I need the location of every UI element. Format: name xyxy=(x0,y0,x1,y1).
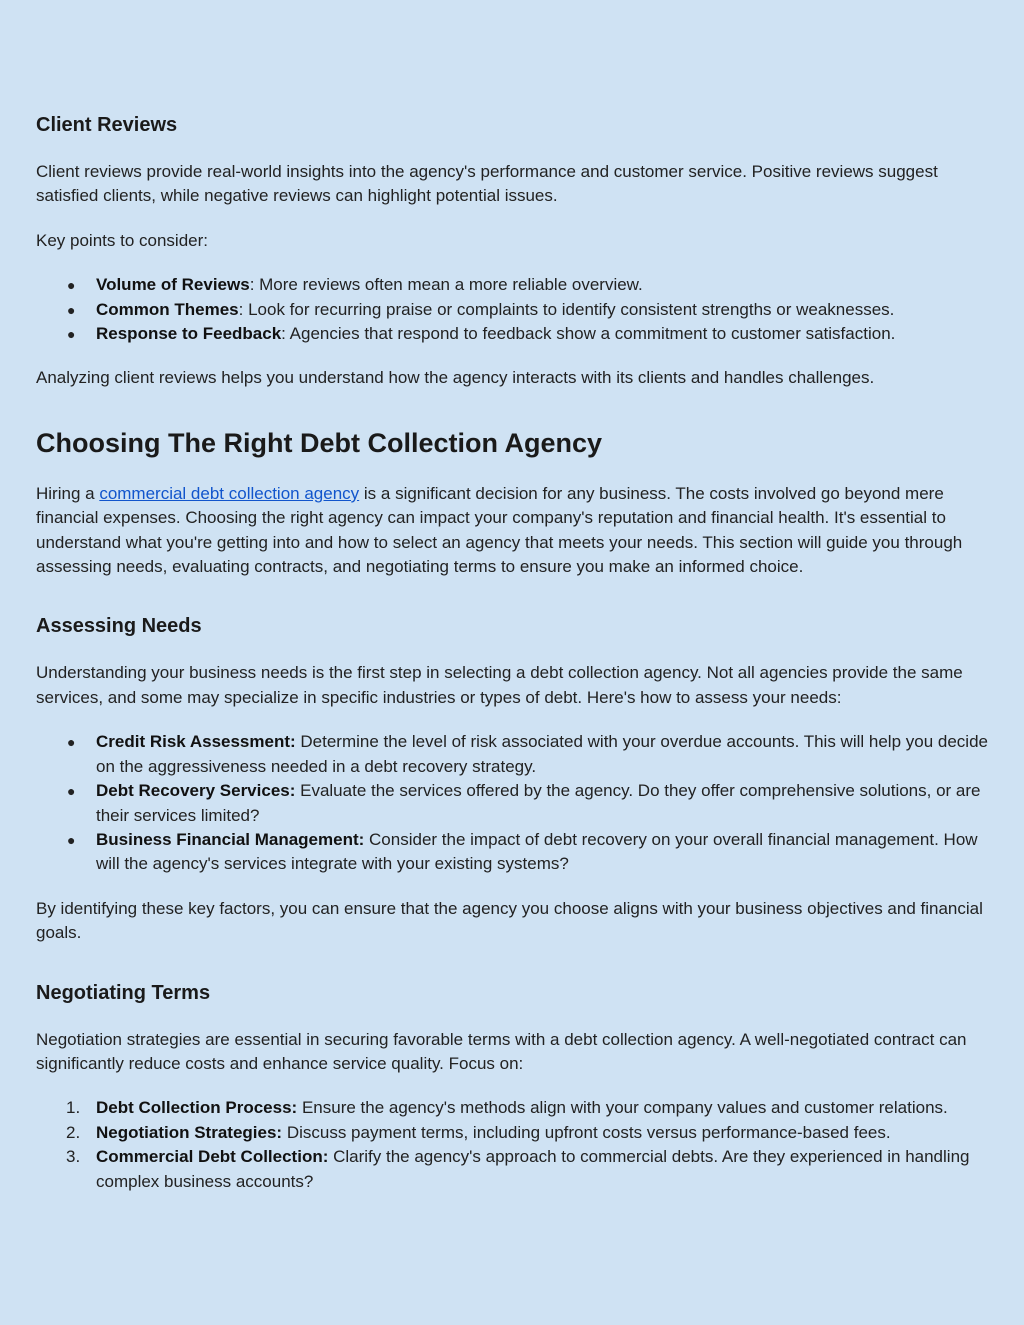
list-number: 3. xyxy=(66,1147,81,1167)
list-item-title: Business Financial Management: xyxy=(96,829,365,849)
choosing-agency-heading: Choosing The Right Debt Collection Agency xyxy=(36,427,602,458)
bullet-icon: ● xyxy=(67,831,76,848)
list-item xyxy=(36,828,988,877)
list-item-text: Clarify the agency's approach to commercial debts. Are they experienced in handling complex business accounts? xyxy=(96,1147,970,1191)
list-item xyxy=(36,298,988,322)
list-item-title: Volume of Reviews xyxy=(96,275,250,295)
list-item-title: Negotiation Strategies: xyxy=(96,1122,283,1142)
list-item-text: Ensure the agency's methods align with your company values and customer relations. xyxy=(297,1098,948,1118)
list-item xyxy=(36,779,988,828)
list-item xyxy=(36,730,988,779)
assessing-needs-conclusion: By identifying these key factors, you can ensure that the agency you choose aligns with your business objectives and financial goals. xyxy=(36,898,983,943)
intro-text-before: Hiring a xyxy=(36,483,100,503)
key-points-label: Key points to consider: xyxy=(36,230,208,250)
commercial-debt-collection-agency-link[interactable]: commercial debt collection agency xyxy=(99,483,360,503)
client-reviews-list xyxy=(36,273,988,346)
list-item-text: Consider the impact of debt recovery on your overall financial management. How will the agency's services integrate with your existing systems? xyxy=(96,829,978,874)
list-item-title: Common Themes xyxy=(96,299,239,319)
list-item-text: : More reviews often mean a more reliable overview. xyxy=(249,275,643,295)
bullet-icon: ● xyxy=(67,783,76,800)
list-item xyxy=(36,273,988,297)
list-number: 2. xyxy=(66,1122,81,1142)
intro-text-after: is a significant decision for any business. The costs involved go beyond mere financial expenses. Choosing the right agency can impact your company's reputation and financial health. It's essential to understand what you're getting into and how to select an agency that meets your needs. This section will guide you through assessing needs, evaluating contracts, and negotiating terms to ensure you make an informed choice. xyxy=(36,483,963,577)
choosing-agency-intro xyxy=(36,482,988,580)
assessing-needs-list xyxy=(36,730,988,876)
list-item-title: Credit Risk Assessment: xyxy=(96,732,296,752)
list-item xyxy=(36,1145,988,1194)
client-reviews-intro: Client reviews provide real-world insights into the agency's performance and customer service. Positive reviews suggest satisfied clients, while negative reviews can highlight potential issues. xyxy=(36,162,938,206)
assessing-needs-intro: Understanding your business needs is the first step in selecting a debt collection agency. Not all agencies provide the same services, and some may specialize in specific industries or types of debt. Here's how to assess your needs: xyxy=(36,663,963,707)
list-item-title: Debt Collection Process: xyxy=(96,1098,298,1118)
bullet-icon: ● xyxy=(67,277,76,294)
client-reviews-conclusion: Analyzing client reviews helps you understand how the agency interacts with its clients and handles challenges. xyxy=(36,368,875,388)
list-item-text: Determine the level of risk associated with your overdue accounts. This will help you decide on the aggressiveness needed in a debt recovery strategy. xyxy=(96,732,988,776)
negotiating-terms-list xyxy=(36,1096,988,1194)
list-item xyxy=(36,1121,988,1145)
list-item-text: Discuss payment terms, including upfront costs versus performance-based fees. xyxy=(282,1122,891,1142)
negotiating-terms-heading: Negotiating Terms xyxy=(36,981,211,1004)
client-reviews-heading: Client Reviews xyxy=(36,114,178,136)
bullet-icon: ● xyxy=(67,326,76,343)
list-item xyxy=(36,322,988,346)
list-item-text: : Look for recurring praise or complaints to identify consistent strengths or weaknesses. xyxy=(238,299,895,319)
list-item xyxy=(36,1096,988,1120)
negotiating-terms-intro: Negotiation strategies are essential in securing favorable terms with a debt collection agency. A well-negotiated contract can significantly reduce costs and enhance service quality. Focus on: xyxy=(36,1029,967,1073)
list-number: 1. xyxy=(66,1098,81,1118)
bullet-icon: ● xyxy=(67,734,76,751)
list-item-text: Evaluate the services offered by the agency. Do they offer comprehensive solutions, or are their services limited? xyxy=(96,781,981,825)
list-item-title: Debt Recovery Services: xyxy=(96,781,296,801)
assessing-needs-heading: Assessing Needs xyxy=(36,615,202,638)
list-item-title: Response to Feedback xyxy=(96,324,282,344)
list-item-text: : Agencies that respond to feedback show a commitment to customer satisfaction. xyxy=(281,324,896,344)
list-item-title: Commercial Debt Collection: xyxy=(96,1147,329,1167)
bullet-icon: ● xyxy=(67,301,76,318)
